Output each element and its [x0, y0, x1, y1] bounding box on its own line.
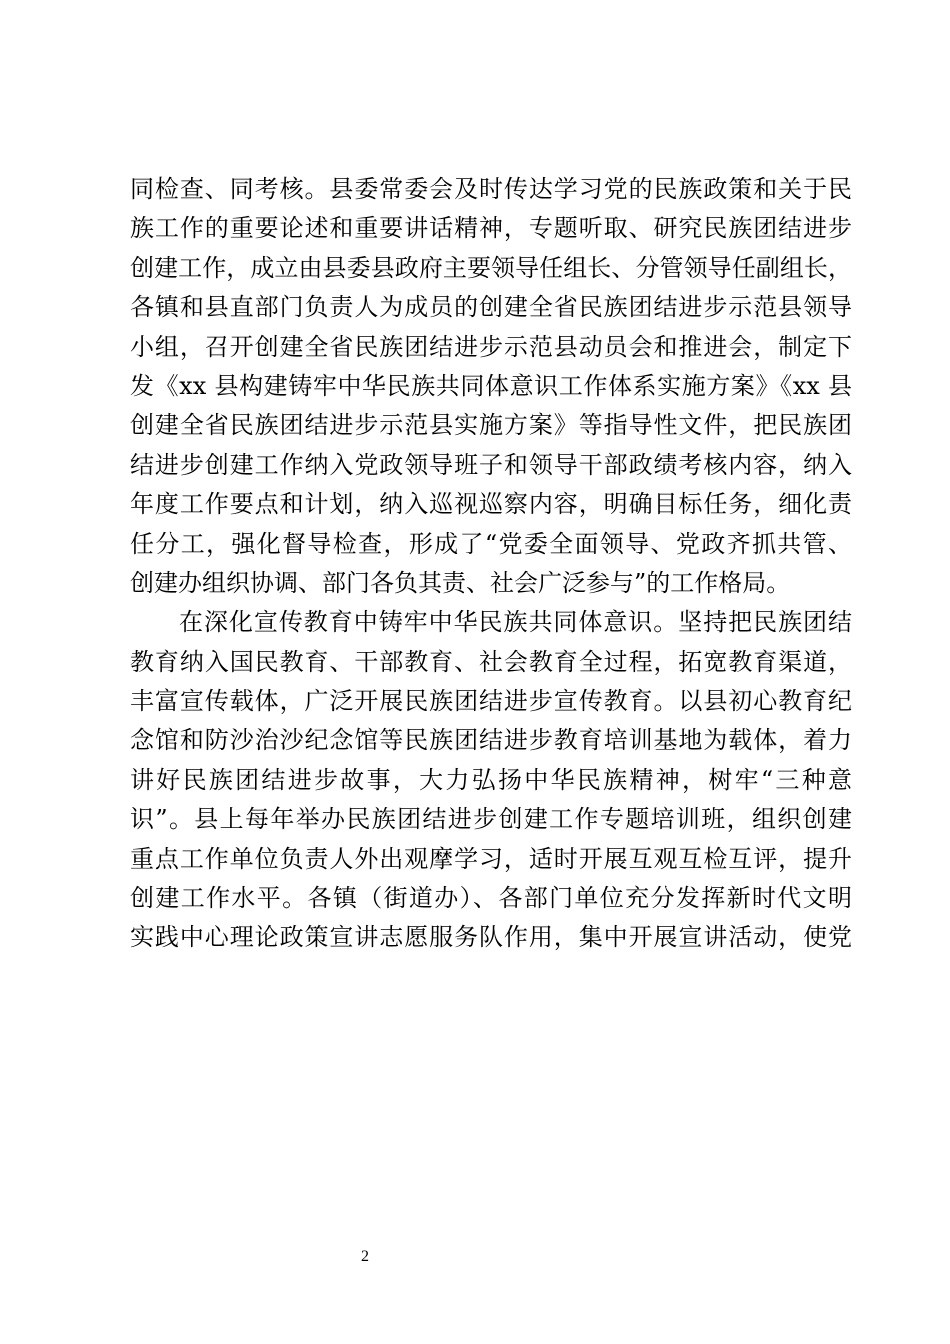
paragraph-2-line-2: 教育纳入国民教育、干部教育、社会教育全过程，拓宽教育渠道， — [130, 647, 852, 676]
paragraph-1-line-9: 年度工作要点和计划，纳入巡视巡察内容，明确目标任务，细化责 — [130, 490, 852, 519]
paragraph-2-line-9: 实践中心理论政策宣讲志愿服务队作用，集中开展宣讲活动，使党 — [130, 923, 852, 952]
paragraph-1-line-1: 同检查、同考核。县委常委会及时传达学习党的民族政策和关于民 — [130, 175, 852, 203]
paragraph-1-line-7: 创建全省民族团结进步示范县实施方案》等指导性文件，把民族团 — [130, 411, 852, 440]
paragraph-1-line-3: 创建工作，成立由县委县政府主要领导任组长、分管领导任副组长， — [130, 253, 852, 282]
paragraph-1-line-5: 小组，召开创建全省民族团结进步示范县动员会和推进会，制定下 — [130, 332, 852, 361]
paragraph-1-line-2: 族工作的重要论述和重要讲话精神，专题听取、研究民族团结进步 — [130, 214, 852, 243]
paragraph-2-line-4: 念馆和防沙治沙纪念馆等民族团结进步教育培训基地为载体，着力 — [130, 726, 852, 755]
paragraph-1-line-8: 结进步创建工作纳入党政领导班子和领导干部政绩考核内容，纳入 — [130, 450, 852, 479]
paragraph-1-line-6: 发《xx 县构建铸牢中华民族共同体意识工作体系实施方案》《xx 县 — [130, 371, 852, 400]
page-number: 2 — [361, 1248, 369, 1265]
paragraph-1-line-10: 任分工，强化督导检查，形成了“党委全面领导、党政齐抓共管、 — [130, 529, 852, 558]
body-text — [130, 170, 852, 958]
paragraph-2-line-1: 在深化宣传教育中铸牢中华民族共同体意识。坚持把民族团结 — [179, 608, 852, 637]
paragraph-1-line-4: 各镇和县直部门负责人为成员的创建全省民族团结进步示范县领导 — [130, 293, 852, 322]
paragraph-2-line-5: 讲好民族团结进步故事，大力弘扬中华民族精神，树牢“三种意 — [130, 765, 852, 794]
paragraph-2-line-6: 识”。县上每年举办民族团结进步创建工作专题培训班，组织创建 — [130, 805, 852, 834]
paragraph-2-line-8: 创建工作水平。各镇（街道办）、各部门单位充分发挥新时代文明 — [130, 884, 852, 913]
paragraph-2-line-3: 丰富宣传载体，广泛开展民族团结进步宣传教育。以县初心教育纪 — [130, 687, 852, 716]
paragraph-1-line-11: 创建办组织协调、部门各负其责、社会广泛参与”的工作格局。 — [130, 568, 791, 597]
paragraph-2-line-7: 重点工作单位负责人外出观摩学习，适时开展互观互检互评，提升 — [130, 844, 852, 873]
